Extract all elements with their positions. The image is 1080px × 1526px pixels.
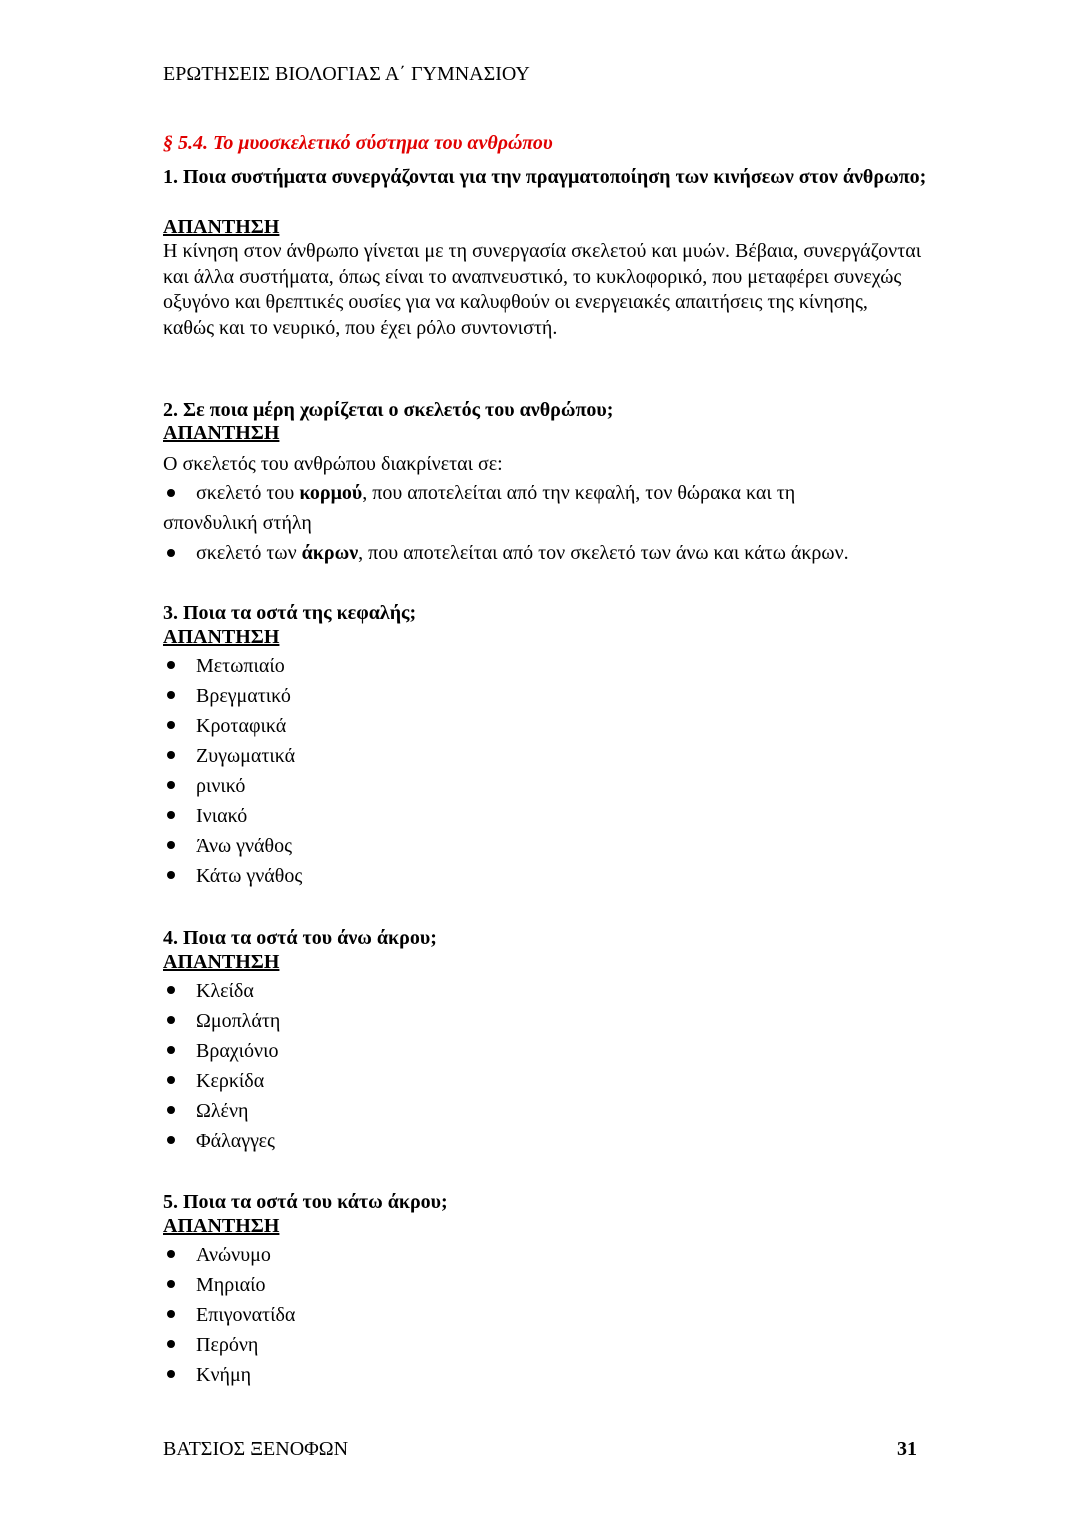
list-item	[163, 772, 302, 802]
list-item	[163, 1241, 295, 1271]
list-item-label: Επιγονατίδα	[196, 1304, 296, 1326]
question-3: 3. Ποια τα οστά της κεφαλής;	[163, 602, 417, 624]
bullet-icon	[167, 1280, 175, 1288]
bullet-icon	[167, 751, 175, 759]
bullet-icon	[167, 1076, 175, 1084]
list-item-label: Κροταφικά	[196, 715, 287, 737]
list-item-label: Ωλένη	[196, 1100, 249, 1122]
list-item	[163, 1301, 295, 1331]
bullet-icon	[167, 549, 175, 557]
list-item	[163, 977, 280, 1007]
answer-1-text: Η κίνηση στον άνθρωπο γίνεται με τη συνεργασία σκελετού και μυών. Βέβαια, συνεργάζονται και άλλα συστήματα, όπως είναι το αναπνευστικό, το κυκλοφορικό, που μεταφέρει συνεχώς οξυγόνο και θρεπτικές ουσίες για να καλυφθούν οι ενεργειακές απαιτήσεις της κίνησης, καθώς και το νευρικό, που έχει ρόλο συντονιστή.	[163, 240, 922, 339]
list-item-label: Κάτω γνάθος	[196, 865, 303, 887]
answer-label-3: ΑΠΑΝΤΗΣΗ	[163, 626, 280, 648]
skeleton-part-limbs-bold: άκρων	[301, 542, 359, 564]
bullet-icon	[167, 841, 175, 849]
lower-limb-bones-list	[163, 1241, 295, 1391]
list-item-label: Ζυγωματικά	[196, 745, 296, 767]
skeleton-part-limbs	[163, 538, 923, 568]
skeleton-part-trunk-prefix: σκελετό του	[196, 482, 300, 504]
skeleton-part-trunk-suffix: , που αποτελείται από την κεφαλή, τον θώρακα και τη	[362, 482, 796, 504]
question-4: 4. Ποια τα οστά του άνω άκρου;	[163, 927, 437, 949]
bullet-icon	[167, 661, 175, 669]
list-item	[163, 1007, 280, 1037]
list-item	[163, 1331, 295, 1361]
list-item-label: Ανώνυμο	[196, 1244, 271, 1266]
skeleton-part-trunk	[163, 478, 923, 508]
question-2: 2. Σε ποια μέρη χωρίζεται ο σκελετός του ανθρώπου;	[163, 399, 614, 421]
bullet-icon	[167, 871, 175, 879]
list-item	[163, 1097, 280, 1127]
list-item-label: Περόνη	[196, 1334, 259, 1356]
bullet-icon	[167, 781, 175, 789]
bullet-icon	[167, 986, 175, 994]
list-item-label: Βραχιόνιο	[196, 1040, 279, 1062]
list-item-label: Άνω γνάθος	[196, 835, 293, 857]
answer-label-2: ΑΠΑΝΤΗΣΗ	[163, 422, 280, 444]
list-item	[163, 1067, 280, 1097]
page-number: 31	[897, 1438, 917, 1460]
list-item-label: Ωμοπλάτη	[196, 1010, 281, 1032]
bullet-icon	[167, 691, 175, 699]
bullet-icon	[167, 489, 175, 497]
list-item	[163, 682, 302, 712]
bullet-icon	[167, 1016, 175, 1024]
list-item-label: Κερκίδα	[196, 1070, 265, 1092]
bullet-icon	[167, 1136, 175, 1144]
bullet-icon	[167, 1310, 175, 1318]
answer-2-intro: Ο σκελετός του ανθρώπου διακρίνεται σε:	[163, 453, 503, 475]
answer-label-4: ΑΠΑΝΤΗΣΗ	[163, 951, 280, 973]
list-item-label: Κλείδα	[196, 980, 254, 1002]
list-item	[163, 832, 302, 862]
list-item	[163, 652, 302, 682]
list-item	[163, 1037, 280, 1067]
list-item-label: Φάλαγγες	[196, 1130, 275, 1152]
bullet-icon	[167, 721, 175, 729]
skeleton-part-limbs-suffix: , που αποτελείται από τον σκελετό των άνω και κάτω άκρων.	[358, 542, 849, 564]
list-item	[163, 1271, 295, 1301]
list-item-label: Βρεγματικό	[196, 685, 291, 707]
skeleton-part-limbs-prefix: σκελετό των	[196, 542, 302, 564]
list-item-label: Ινιακό	[196, 805, 248, 827]
bullet-icon	[167, 811, 175, 819]
bullet-icon	[167, 1340, 175, 1348]
list-item	[163, 712, 302, 742]
skeleton-part-trunk-bold: κορμού	[299, 482, 363, 504]
list-item	[163, 1361, 295, 1391]
list-item	[163, 862, 302, 892]
list-item	[163, 1127, 280, 1157]
bullet-icon	[167, 1106, 175, 1114]
footer-author: ΒΑΤΣΙΟΣ ΞΕΝΟΦΩΝ	[163, 1438, 349, 1460]
list-item-label: Κνήμη	[196, 1364, 252, 1386]
list-item	[163, 802, 302, 832]
list-item-label: Μηριαίο	[196, 1274, 266, 1296]
page-header: ΕΡΩΤΗΣΕΙΣ ΒΙΟΛΟΓΙΑΣ Α΄ ΓΥΜΝΑΣΙΟΥ	[163, 63, 530, 85]
skeleton-part-trunk-wrap: σπονδυλική στήλη	[163, 512, 312, 534]
question-5: 5. Ποια τα οστά του κάτω άκρου;	[163, 1191, 448, 1213]
bullet-icon	[167, 1370, 175, 1378]
bullet-icon	[167, 1046, 175, 1054]
upper-limb-bones-list	[163, 977, 280, 1157]
bullet-icon	[167, 1250, 175, 1258]
answer-label-5: ΑΠΑΝΤΗΣΗ	[163, 1215, 280, 1237]
question-1: 1. Ποια συστήματα συνεργάζονται για την πραγματοποίηση των κινήσεων στον άνθρωπο;	[163, 166, 927, 188]
list-item-label: Μετωπιαίο	[196, 655, 285, 677]
answer-label-1: ΑΠΑΝΤΗΣΗ	[163, 216, 280, 238]
list-item-label: ρινικό	[196, 775, 246, 797]
section-title: § 5.4. Το μυοσκελετικό σύστημα του ανθρώπου	[163, 132, 553, 154]
head-bones-list	[163, 652, 302, 892]
list-item	[163, 742, 302, 772]
